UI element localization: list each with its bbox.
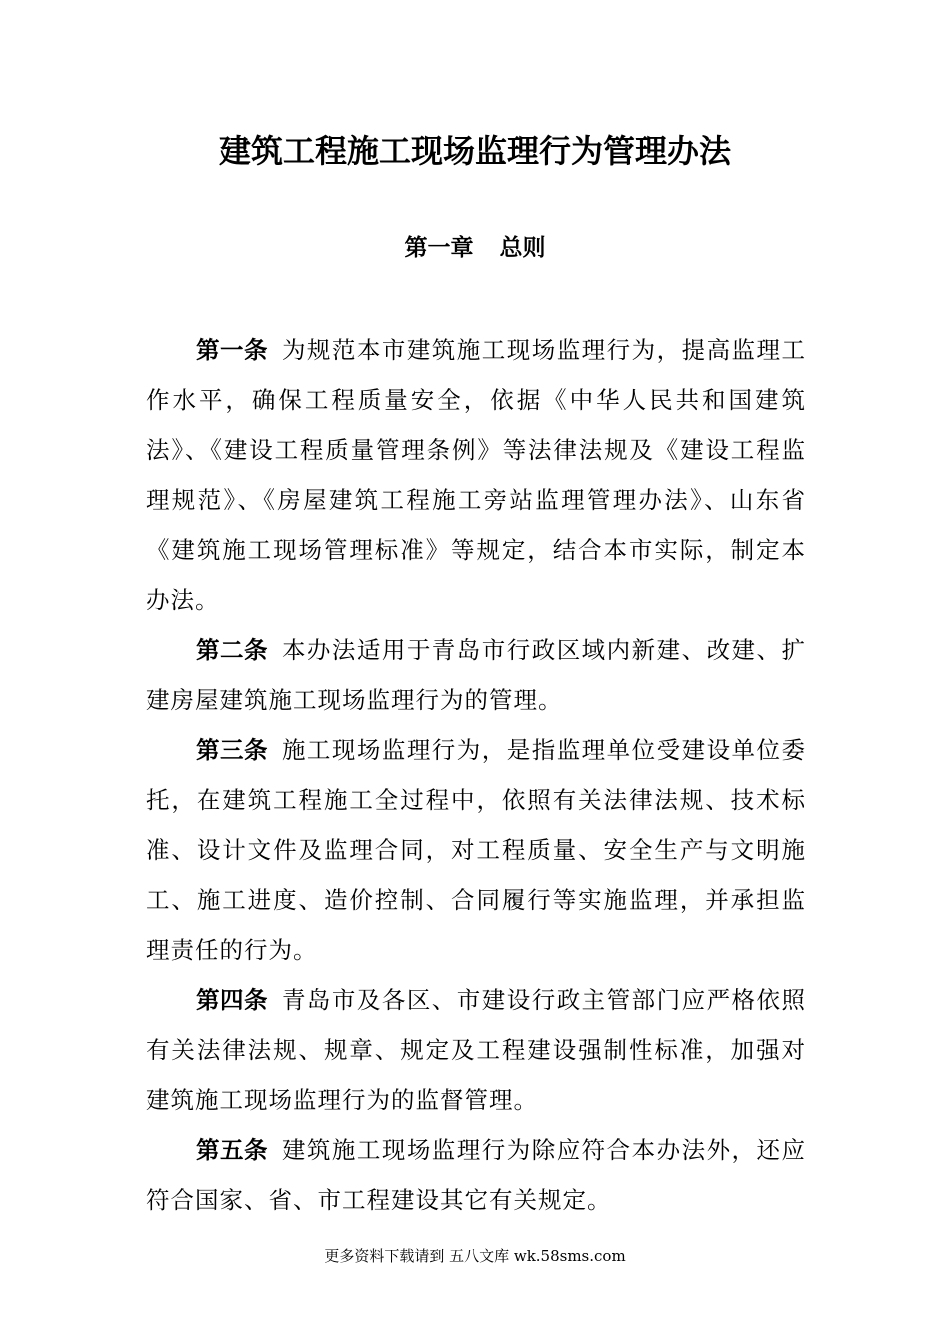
chapter-name: 总则 bbox=[499, 235, 546, 261]
article-text: 施工现场监理行为，是指监理单位受建设单位委托，在建筑工程施工全过程中，依照有关法律法规、技术标准、设计文件及监理合同，对工程质量、安全生产与文明施工、施工进度、造价控制、合同履行等实施监理，并承担监理责任的行为。 bbox=[146, 736, 807, 964]
chapter-number: 第一章 bbox=[404, 235, 474, 261]
article-text: 建筑施工现场监理行为除应符合本办法外，还应符合国家、省、市工程建设其它有关规定。 bbox=[146, 1136, 807, 1214]
document-title: 建筑工程施工现场监理行为管理办法 bbox=[218, 132, 731, 170]
chapter-heading bbox=[0, 228, 950, 268]
article-text: 为规范本市建筑施工现场监理行为，提高监理工作水平，确保工程质量安全，依据《中华人民共和国建筑法》、《建设工程质量管理条例》等法律法规及《建设工程监理规范》、《房屋建筑工程施工旁站监理管理办法》、山东省《建筑施工现场管理标准》等规定，结合本市实际，制定本办法。 bbox=[146, 336, 807, 614]
article-4 bbox=[146, 975, 806, 1125]
article-5 bbox=[146, 1125, 806, 1225]
article-list bbox=[146, 325, 806, 1225]
article-number: 第五条 bbox=[196, 1136, 268, 1164]
footer-download-note: 更多资料下载请到 五八文库 wk.58sms.com bbox=[324, 1247, 626, 1265]
article-text: 青岛市及各区、市建设行政主管部门应严格依照有关法律法规、规章、规定及工程建设强制性标准，加强对建筑施工现场监理行为的监督管理。 bbox=[146, 986, 807, 1114]
article-3 bbox=[146, 725, 806, 975]
article-text: 本办法适用于青岛市行政区域内新建、改建、扩建房屋建筑施工现场监理行为的管理。 bbox=[146, 636, 807, 714]
article-2 bbox=[146, 625, 806, 725]
article-number: 第一条 bbox=[196, 336, 268, 364]
article-number: 第二条 bbox=[196, 636, 268, 664]
article-number: 第四条 bbox=[196, 986, 268, 1014]
article-number: 第三条 bbox=[196, 736, 268, 764]
article-1 bbox=[146, 325, 806, 625]
